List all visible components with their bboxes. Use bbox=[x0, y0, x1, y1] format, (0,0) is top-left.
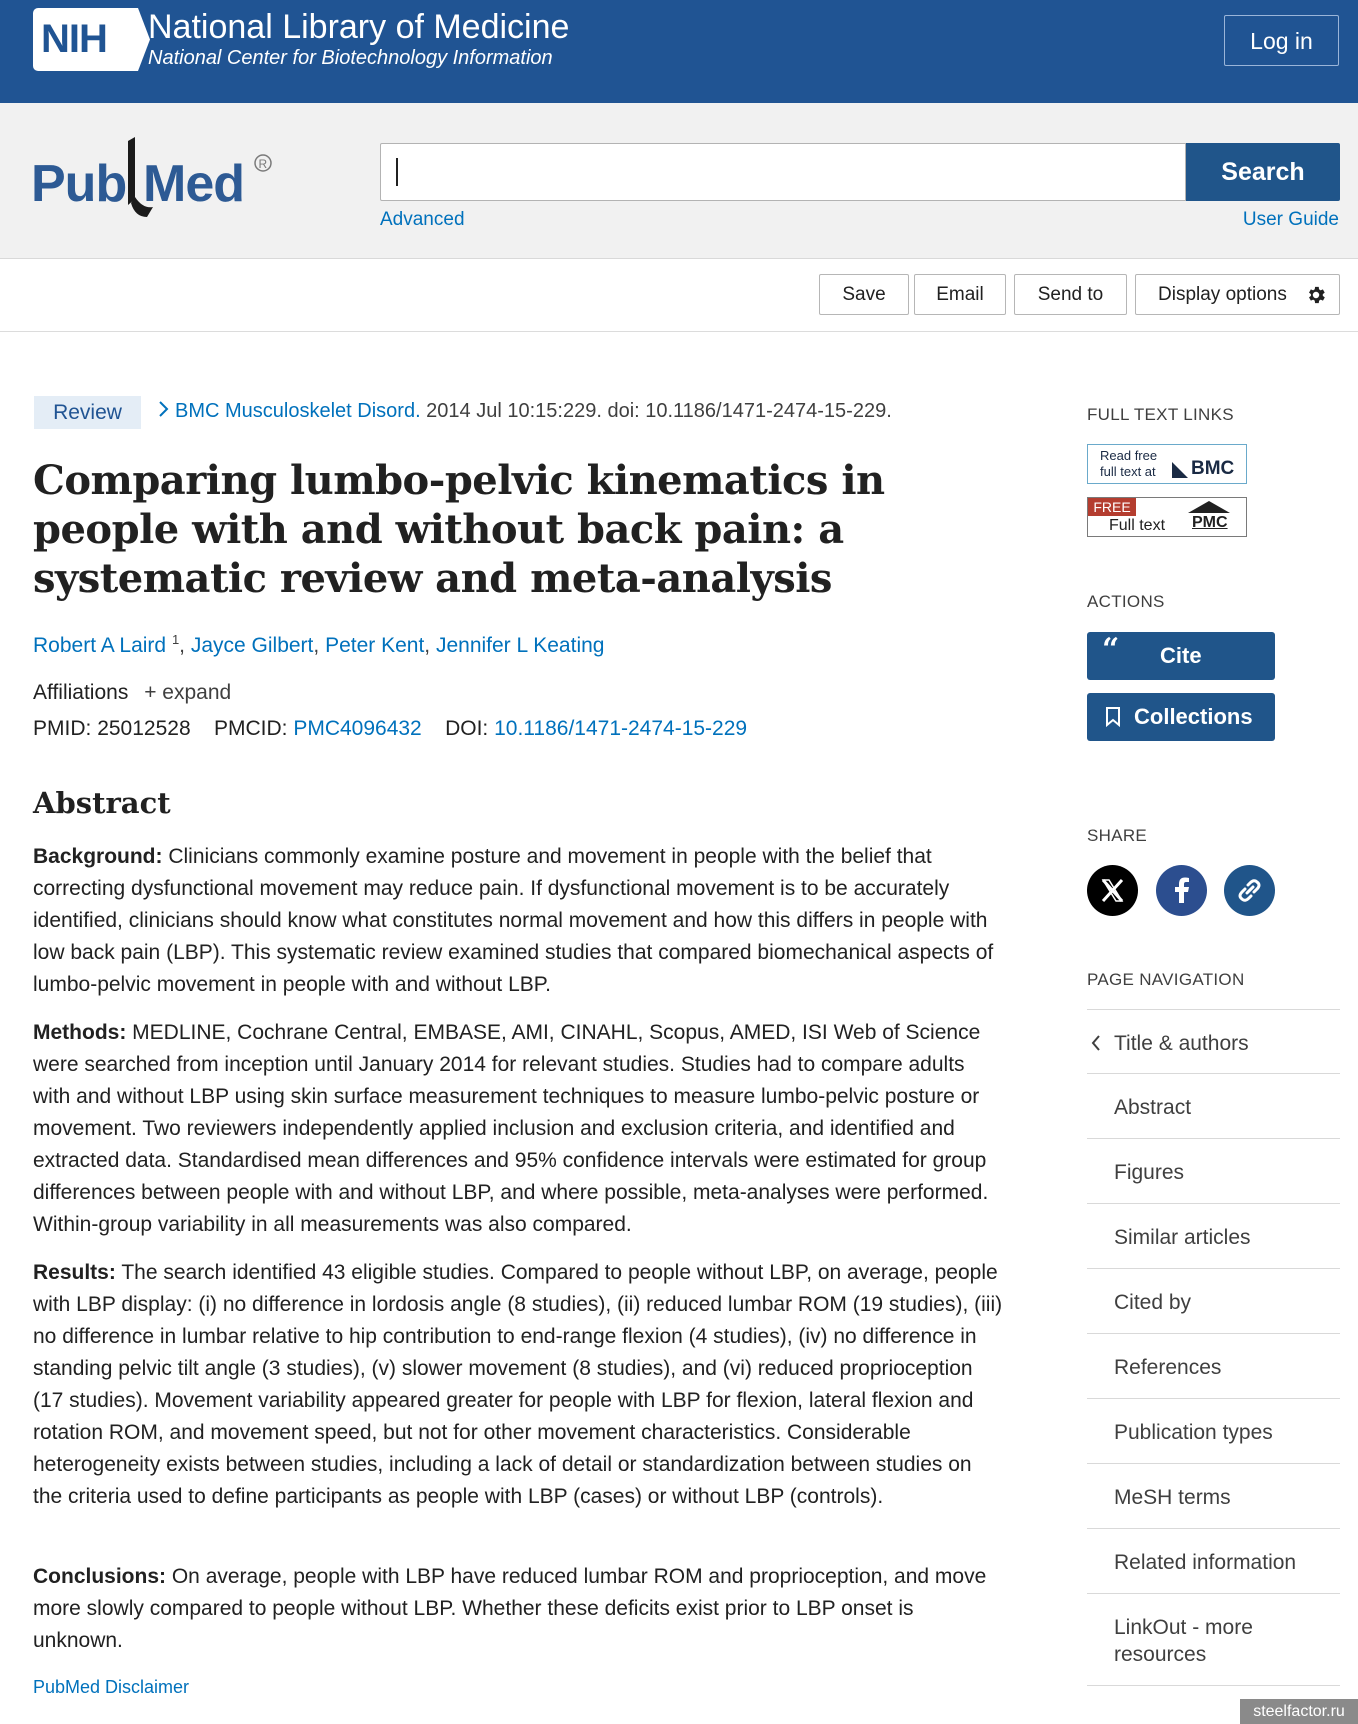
chevron-right-icon bbox=[157, 400, 169, 418]
page-nav-item-abstract[interactable] bbox=[1087, 1073, 1340, 1138]
share-facebook-button[interactable] bbox=[1156, 865, 1207, 916]
methods-text: MEDLINE, Cochrane Central, EMBASE, AMI, CINAHL, Scopus, AMED, ISI Web of Science were searched from inception until January 2014 for relevant studies. Studies had to compare adults with and without LBP using skin surface measurement techniques to measure lumbo-pelvic posture or movement. Two reviewers independently applied inclusion and exclusion criteria, and identified and extracted data. Standardised mean differences and 95% confidence intervals were estimated for group differences between people with and without LBP, and where possible, meta-analyses were performed. Within-group variability in all measurements was also compared. bbox=[33, 1021, 989, 1236]
page-nav-label: Cited by bbox=[1114, 1291, 1192, 1314]
pubmed-disclaimer-link[interactable]: PubMed Disclaimer bbox=[33, 1677, 190, 1697]
bmc-logo-icon bbox=[1172, 462, 1188, 478]
publication-type-badge[interactable]: Review bbox=[34, 396, 141, 429]
journal-link[interactable]: BMC Musculoskelet Disord. bbox=[175, 400, 421, 422]
background-text: Clinicians commonly examine posture and movement in people with the belief that correcting dysfunctional movement may reduce pain. If dysfunctional movement is to be accurately identified, clinicians should know what constitutes normal movement and how this differs in people with low back pain (LBP). This systematic review examined studies that compared biomechanical aspects of lumbo-pelvic movement in people with and without LBP. bbox=[33, 845, 994, 996]
bmc-brand: BMC bbox=[1191, 458, 1235, 479]
user-guide-link[interactable]: User Guide bbox=[1242, 209, 1339, 230]
page-nav-item-figures[interactable] bbox=[1087, 1138, 1340, 1203]
citation-line bbox=[157, 400, 892, 423]
chevron-left-icon bbox=[1090, 1034, 1102, 1052]
affiliation-marker[interactable]: 1 bbox=[171, 632, 180, 647]
bmc-full-text-link[interactable] bbox=[1087, 444, 1247, 484]
abstract-background bbox=[33, 841, 1003, 1001]
conclusions-text: On average, people with LBP have reduced lumbar ROM and proprioception, and move more slowly compared to people without LBP. Whether these deficits exist prior to LBP onset is unknown. bbox=[33, 1565, 987, 1652]
quote-icon: “ bbox=[1102, 632, 1120, 667]
page-nav-item-cited-by[interactable] bbox=[1087, 1268, 1340, 1333]
page-nav-label: Publication types bbox=[1114, 1421, 1273, 1444]
page-nav-label: Related information bbox=[1114, 1551, 1297, 1574]
citation-details: 2014 Jul 10:15:229. doi: 10.1186/1471-2474-15-229. bbox=[420, 400, 892, 422]
link-icon bbox=[1224, 865, 1275, 916]
nih-logo[interactable] bbox=[33, 8, 138, 71]
pubmed-logo[interactable] bbox=[31, 137, 276, 219]
abstract-heading: Abstract bbox=[33, 786, 171, 820]
pmc-free-tag: FREE bbox=[1088, 498, 1136, 516]
display-options-label: Display options bbox=[1158, 284, 1287, 305]
save-button[interactable]: Save bbox=[819, 274, 909, 315]
actions-heading: ACTIONS bbox=[1087, 592, 1165, 611]
abstract-conclusions bbox=[33, 1561, 1003, 1657]
page-nav-item-mesh-terms[interactable] bbox=[1087, 1463, 1340, 1528]
collections-label: Collections bbox=[1134, 704, 1253, 729]
pmid-value: 25012528 bbox=[97, 717, 191, 740]
abstract-methods bbox=[33, 1017, 1003, 1241]
page-nav-label: Figures bbox=[1114, 1161, 1185, 1184]
collections-button[interactable] bbox=[1087, 693, 1275, 741]
doi-link[interactable]: 10.1186/1471-2474-15-229 bbox=[494, 717, 748, 740]
watermark: steelfactor.ru bbox=[1240, 1699, 1358, 1724]
share-heading: SHARE bbox=[1087, 826, 1148, 845]
page-nav-label: Abstract bbox=[1114, 1096, 1192, 1119]
results-text: The search identified 43 eligible studies. Compared to people without LBP, on average, people with LBP display: (i) no difference in lordosis angle (8 studies), (ii) reduced lumbar ROM (19 studies), (iii) no difference in lumbar relative to hip contribution to end-range flexion (4 studies), (iv) no difference in standing pelvic tilt angle (3 studies), (v) slower movement (8 studies), and (vi) reduced proprioception (17 studies). Movement variability appeared greater for people with LBP for flexion, lateral flexion and rotation ROM, and movement speed, but not for other movement characteristics. Considerable heterogeneity exists between studies, including a lack of detail or standardization between studies on the criteria used to define participants as people with LBP (cases) or without LBP (controls). bbox=[33, 1261, 1003, 1508]
nih-title[interactable]: National Library of Medicine bbox=[148, 8, 570, 46]
affiliations-expand-toggle[interactable]: + expand bbox=[144, 681, 232, 704]
author-link[interactable]: Jennifer L Keating bbox=[435, 634, 605, 657]
abstract-results bbox=[33, 1257, 1003, 1513]
pmc-full-text-link[interactable] bbox=[1087, 497, 1247, 537]
nih-subtitle: National Center for Biotechnology Information bbox=[148, 47, 553, 69]
page-navigation-heading: PAGE NAVIGATION bbox=[1087, 970, 1245, 989]
affiliations-label: Affiliations bbox=[33, 681, 129, 704]
facebook-icon bbox=[1156, 865, 1207, 916]
gear-icon bbox=[1305, 284, 1327, 306]
send-to-button[interactable]: Send to bbox=[1014, 274, 1127, 315]
page-nav-label: Title & authors bbox=[1114, 1032, 1249, 1055]
nih-logo-text: NIH bbox=[41, 17, 107, 61]
cite-button[interactable] bbox=[1087, 632, 1275, 680]
svg-text:R: R bbox=[258, 157, 268, 171]
bmc-line1: Read free bbox=[1100, 448, 1158, 463]
doi-label: DOI: bbox=[445, 717, 489, 740]
author-link[interactable]: Jayce Gilbert bbox=[190, 634, 314, 657]
page-nav-label: LinkOut - more resources bbox=[1114, 1616, 1253, 1666]
methods-label: Methods: bbox=[33, 1021, 127, 1044]
author-link[interactable]: Peter Kent bbox=[325, 634, 425, 657]
page-nav-item-title-authors[interactable] bbox=[1087, 1009, 1340, 1073]
full-text-links-heading: FULL TEXT LINKS bbox=[1087, 405, 1234, 424]
page-nav-label: Similar articles bbox=[1114, 1226, 1251, 1249]
search-input[interactable] bbox=[380, 143, 1186, 201]
share-x-button[interactable] bbox=[1087, 865, 1138, 916]
pmcid-label: PMCID: bbox=[213, 717, 288, 740]
bmc-line2: full text at bbox=[1100, 464, 1156, 479]
cite-label: Cite bbox=[1160, 643, 1202, 668]
page-nav-label: References bbox=[1114, 1356, 1222, 1379]
search-caret bbox=[396, 158, 398, 186]
page-nav-item-linkout[interactable] bbox=[1087, 1593, 1340, 1686]
svg-text:Pub: Pub bbox=[31, 155, 127, 213]
identifiers-row bbox=[33, 717, 747, 741]
display-options-button[interactable] bbox=[1135, 274, 1340, 315]
email-button[interactable]: Email bbox=[914, 274, 1006, 315]
article-title: Comparing lumbo-pelvic kinematics in people with and without back pain: a systematic review and meta-analysis bbox=[33, 457, 885, 602]
author-list: Robert A Laird $^1$, Jayce Gilbert, Peter Kent, Jennifer L Keating bbox=[33, 632, 605, 657]
pmc-full-text-label: Full text bbox=[1109, 517, 1166, 534]
page-nav-item-publication-types[interactable] bbox=[1087, 1398, 1340, 1463]
login-button[interactable]: Log in bbox=[1224, 15, 1339, 66]
background-label: Background: bbox=[33, 845, 163, 868]
share-link-button[interactable] bbox=[1224, 865, 1275, 916]
pmid-label: PMID: bbox=[33, 717, 92, 740]
pmc-logo-roof-icon bbox=[1188, 501, 1230, 515]
bookmark-icon bbox=[1105, 707, 1121, 727]
x-logo-icon bbox=[1087, 865, 1138, 916]
pmcid-link[interactable]: PMC4096432 bbox=[293, 717, 422, 740]
search-button[interactable]: Search bbox=[1186, 143, 1340, 201]
page-nav-item-references[interactable] bbox=[1087, 1333, 1340, 1398]
conclusions-label: Conclusions: bbox=[33, 1565, 167, 1588]
results-label: Results: bbox=[33, 1261, 116, 1284]
affiliations-row bbox=[33, 681, 231, 705]
advanced-search-link[interactable]: Advanced bbox=[380, 209, 465, 230]
page-nav-item-similar-articles[interactable] bbox=[1087, 1203, 1340, 1268]
pmc-brand: PMC bbox=[1192, 514, 1228, 531]
author-link[interactable]: Robert A Laird bbox=[33, 634, 167, 657]
page-navigation-list bbox=[1087, 1009, 1340, 1686]
page-nav-label: MeSH terms bbox=[1114, 1486, 1231, 1509]
nih-header bbox=[0, 0, 1358, 103]
page-nav-item-related-information[interactable] bbox=[1087, 1528, 1340, 1593]
svg-text:Med: Med bbox=[143, 155, 244, 213]
